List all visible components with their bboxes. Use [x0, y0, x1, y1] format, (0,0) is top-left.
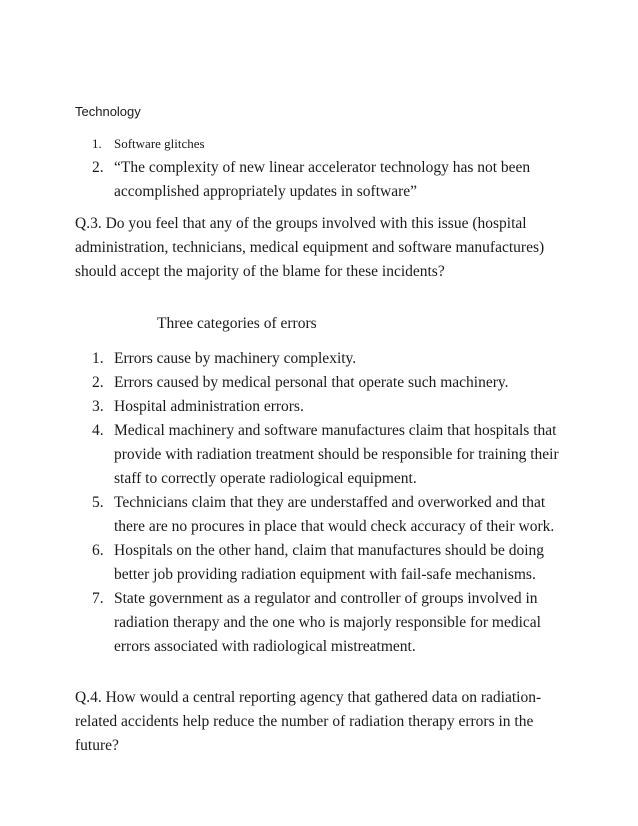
list-text: Errors cause by machinery complexity. [114, 350, 357, 367]
list-number: 6. [92, 542, 104, 559]
categories-heading: Three categories of errors [157, 315, 317, 332]
list-text: State government as a regulator and controller of groups involved in radiation therapy and the one who is majorly responsible for medical errors associated with radiological mistreatment. [114, 590, 541, 655]
error-categories-list [92, 347, 564, 659]
question-3: Q.3. Do you feel that any of the groups involved with this issue (hospital administration, technicians, medical equipment and software manufactures) should accept the majority of the blame for these incidents? [75, 215, 545, 280]
list-item [92, 491, 564, 539]
list-text: “The complexity of new linear accelerator technology has not been accomplished appropriately updates in software” [114, 159, 531, 200]
list-item [92, 419, 564, 491]
list-item [92, 539, 564, 587]
technology-list [92, 136, 562, 204]
list-text: Hospitals on the other hand, claim that manufactures should be doing better job providing radiation equipment with fail-safe mechanisms. [114, 542, 545, 583]
list-number: 7. [92, 590, 104, 607]
list-text: Errors caused by medical personal that operate such machinery. [114, 374, 509, 391]
list-item [92, 347, 564, 371]
list-item [92, 587, 564, 659]
list-number: 1. [92, 136, 102, 151]
list-text: Medical machinery and software manufactures claim that hospitals that provide with radiation treatment should be responsible for training their staff to correctly operate radiological equipment. [114, 422, 559, 487]
question-4: Q.4. How would a central reporting agency that gathered data on radiation-related accidents help reduce the number of radiation therapy errors in the future? [75, 689, 542, 754]
list-text: Software glitches [114, 136, 205, 151]
list-item [92, 156, 562, 204]
list-text: Hospital administration errors. [114, 398, 304, 415]
section-title: Technology [75, 104, 141, 119]
list-number: 3. [92, 398, 104, 415]
list-number: 5. [92, 494, 104, 511]
list-item [92, 371, 564, 395]
list-number: 2. [92, 159, 104, 176]
list-number: 4. [92, 422, 104, 439]
list-text: Technicians claim that they are understaffed and overworked and that there are no procures in place that would check accuracy of their work. [114, 494, 555, 535]
list-number: 2. [92, 374, 104, 391]
list-item [92, 395, 564, 419]
list-number: 1. [92, 350, 104, 367]
list-item [92, 136, 562, 152]
